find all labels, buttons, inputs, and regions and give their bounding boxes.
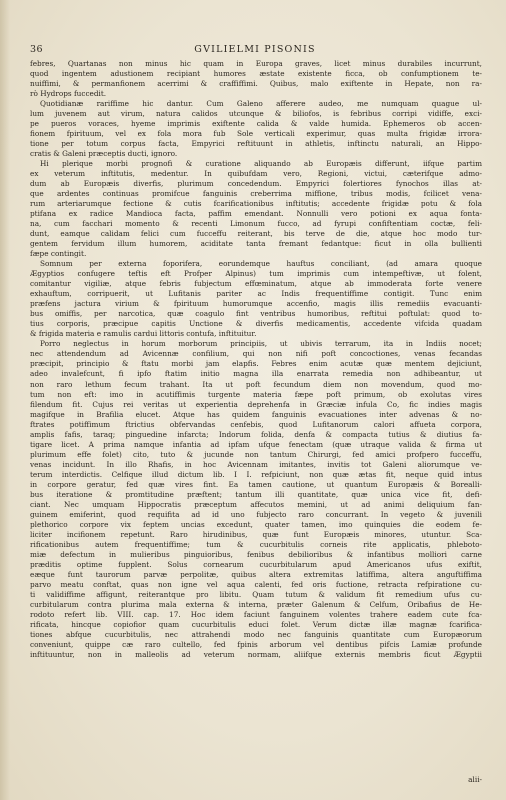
text-line: lum juvenem aut virum, natura calidos utcunque & biliofos, is febribus corripi vidiffe, exci- [30,109,482,119]
text-line: eæque funt taurorum parvæ perpolitæ, quibus altera extremitas latiffima, altera anguftiffima [30,569,482,579]
text-line: magifque in Brafilia elucet. Atque has quidem fanguinis evacuationes inter advenas & no- [30,409,482,419]
text-line: ftrates potiffimum ftrictius obfervandas cenfebis, quod Lufitanorum calori affueta corpora, [30,419,482,429]
text-line: guinem emiferint, quod requifita ad id uno fubjecto raro concurrant. In vegeto & juvenili [30,509,482,519]
text-line: bus omiffis, per narcotica, quæ coagulo fint ventribus humoribus, reftitui poftulat: quod to- [30,309,482,319]
text-line: fionem fpirituum, vel ex fola mora fub Sole verticali experimur, quas multa frigidæ irrora- [30,129,482,139]
page-number: 36 [30,44,44,55]
text-line: gentem fervidum illum humorem, aciditate tanta fremant fedantque: ficut in olla bullienti [30,239,482,249]
text-line: Quotidianæ rariffime hic dantur. Cum Galeno afferere audeo, me numquam quague ul- [40,99,482,109]
text-line: præcipit, principio & ftatu morbi jam elapfis. Febres enim acutæ quæ mentem dejiciunt, [30,359,482,369]
text-line: filendum fit. Cujus rei veritas ut experientia deprehenfa in Græciæ infula Co, fic indies magis [30,399,482,409]
body-text [30,59,482,660]
text-line: amplis fafis, taraq; pinguedine infarcta; Indorum folida, denfa & compacta tutius & diutius fa- [30,429,482,439]
text-line: comitantur vigiliæ, atque febris fubjectum effœminatum, atque ab immoderata forte venere [30,279,482,289]
text-line: tius corporis, præcipue capitis Unctione & diverfis medicamentis, accedente vifcida quadam [30,319,482,329]
running-title: GVILIELMI PISONIS [194,44,316,55]
text-line: ptifana ex radice Mandioca facta, paffim emendant. Nonnulli vero potioni ex aqua fonta- [30,209,482,219]
text-line: præditis optime fupplent. Solus cornearum cucurbitularum apud Americanos ufus exiftit, [30,559,482,569]
catchword: alii- [468,775,482,784]
text-line: bus iteratione & promtitudine præftent; tantum illi quantitate, quæ unica vice fit, defi- [30,489,482,499]
text-line: ex veterum inftitutis, medentur. In quibufdam vero, Regioni, victui, cæterifque admo- [30,169,482,179]
text-line: præfens jactura virium & fpirituum humorumque accenfio, magis illis remediis evacuanti- [30,299,482,309]
text-line: Ægyptios confugere teftis eft Profper Alpinus) tum imprimis cum intempeftivæ, ut folent, [30,269,482,279]
text-line: rodoto refert lib. VIII. cap. 17. Hoc idem faciunt fanguinem volentes trahere eadem cute fca- [30,609,482,619]
text-line: nuiffimi, & permanfionem acerrimi & craffiffimi. Quibus, malo exiftente in Hepate, non ra- [30,79,482,89]
text-line: fæpe contingit. [30,249,87,259]
text-line: tum non eft: imo in acutiffimis turgente materia fæpe poft primum, ob exolutas vires [30,389,482,399]
page-header [30,44,480,56]
text-line: dum ab Europæis diverfis, plurimum concedendum. Empyrici folertiores fynochos illas at- [30,179,482,189]
text-line: cratis & Galeni præceptis ducti, ignoro. [30,149,178,159]
text-line: pe pueros voraces, hyeme imprimis exiftente calida & valde humida. Ephemeros ob accen- [30,119,482,129]
binding-gutter-shadow [0,0,10,800]
text-line: ciant. Nec umquam Hippocratis præceptum affecutos memini, ut ad animi deliquium fan- [30,499,482,509]
text-line: inftituuntur, non in malleolis ad veterum normam, aliifque externis membris ficut Ægyptii [30,649,482,659]
text-line: adeo invalefcunt, fi ipfo ftatim initio magna illa enarrata remedia non adhibeantur, ut [30,369,482,379]
text-line: tione per totum corpus facta, Empyrici reftituunt in athletis, inftinctu naturali, an Hippo- [30,139,482,149]
text-line: quod ingentem adustionem recipiant humores æstate existente ficca, ob confumptionem te- [30,69,482,79]
text-line: tiones abfque cucurbitulis, nec attrahendi modo nec fanguinis quantitate cum Europæorum [30,629,482,639]
text-line: liciter incifionem repetunt. Raro hirudinibus, quæ funt Europæis minores, utuntur. Sca- [30,529,482,539]
text-line: ti validiffime affigunt, reiterantque pro libitu. Quam tutum & validum fit remedium ufus cu- [30,589,482,599]
text-line: Porro neglectus in horum morborum principiis, ut ubivis terrarum, ita in Indiis nocet; [40,339,482,349]
text-line: que ardentes continuas promifcue fanguinis creberrima miffione, tribus modis, fcilicet vena- [30,189,482,199]
text-line: tigare licet. A prima namque infantia ad ipfam ufque fenectam (quæ utraque valida & firma ut [30,439,482,449]
text-line: venas incidunt. In illo Rhafis, in hoc Avicennam imitantes, invitis tot Galeni aliorumque ve- [30,459,482,469]
text-line: non raro lethum fecum trahant. Ita ut poft fecundum diem non movendum, quod mo- [30,379,482,389]
text-line: curbitularum contra plurima mala externa & interna, præter Galenum & Celfum, Oribafius de He- [30,599,482,609]
text-line: rò Hydrops fuccedit. [30,89,107,99]
text-line: rum arteriarumque fectione & cutis fcarificationibus inftitutis; accedente frigidæ potu & fola [30,199,482,209]
text-line: plurimum effe folet) cito, tuto & jucunde non tantum Chirurgi, fed amici profpero fucceffu, [30,449,482,459]
text-line: conveniunt, quippe cæ raro cultello, fed fpinis arborum vel dentibus pifcis Lamiæ profunde [30,639,482,649]
text-line: rificata, hincque copiofior quam cucurbitulis educi folet. Verum dictæ illæ magnæ fcarifica- [30,619,482,629]
text-line: Somnum per externa foporifera, eorundemque hauftus conciliant, (ad amara quoque [40,259,482,269]
text-line: nec attendendum ad Avicennæ confilium, qui non nifi poft concoctiones, venas fecandas [30,349,482,359]
text-line: plethorico corpore vix feptem uncias excedunt, quater tamen, imo quinquies die eodem fe- [30,519,482,529]
text-line: rificationibus autem frequentiffime; tum & cucurbitulis corneis rite applicatis, phleboto- [30,539,482,549]
text-line: dunt, eamque calidam felici cum fucceffu reiterant, bis terve de die, atque hoc modo tur- [30,229,482,239]
text-line: in corpore geratur, fed quæ vires fint. Ea tamen cautione, ut quantum Europæis & Borealli- [30,479,482,489]
text-line: Hi plerique morbi prognofi & curatione aliquando ab Europæis differunt, iifque partim [40,159,482,169]
text-line: miæ defectum in mulieribus pinguioribus, fenibus debilioribus & infantibus molliori carne [30,549,482,559]
text-line: parvo meatu conftat, quas non igne vel aqua calenti, fed oris fuctione, retracta refpiratione cu- [30,579,482,589]
text-line: exhauftum, corripuerit, ut Lufitanis pariter ac Indis frequentiffime contigit. Tunc enim [30,289,482,299]
text-line: terum interdictis. Celfique illud dictum lib. I I. refpiciunt, non quæ ætas fit, neque quid intus [30,469,482,479]
text-line: & frigida materia e ramulis cardui littoris contufa, inftituitur. [30,329,257,339]
text-line: na, cum facchari momento & recenti Limonum fucco, ad fyrupi confiftentiam coctæ, feli- [30,219,482,229]
text-line: febres, Quartanas non minus hic quam in Europa graves, licet minus durabiles incurrunt, [30,59,482,68]
